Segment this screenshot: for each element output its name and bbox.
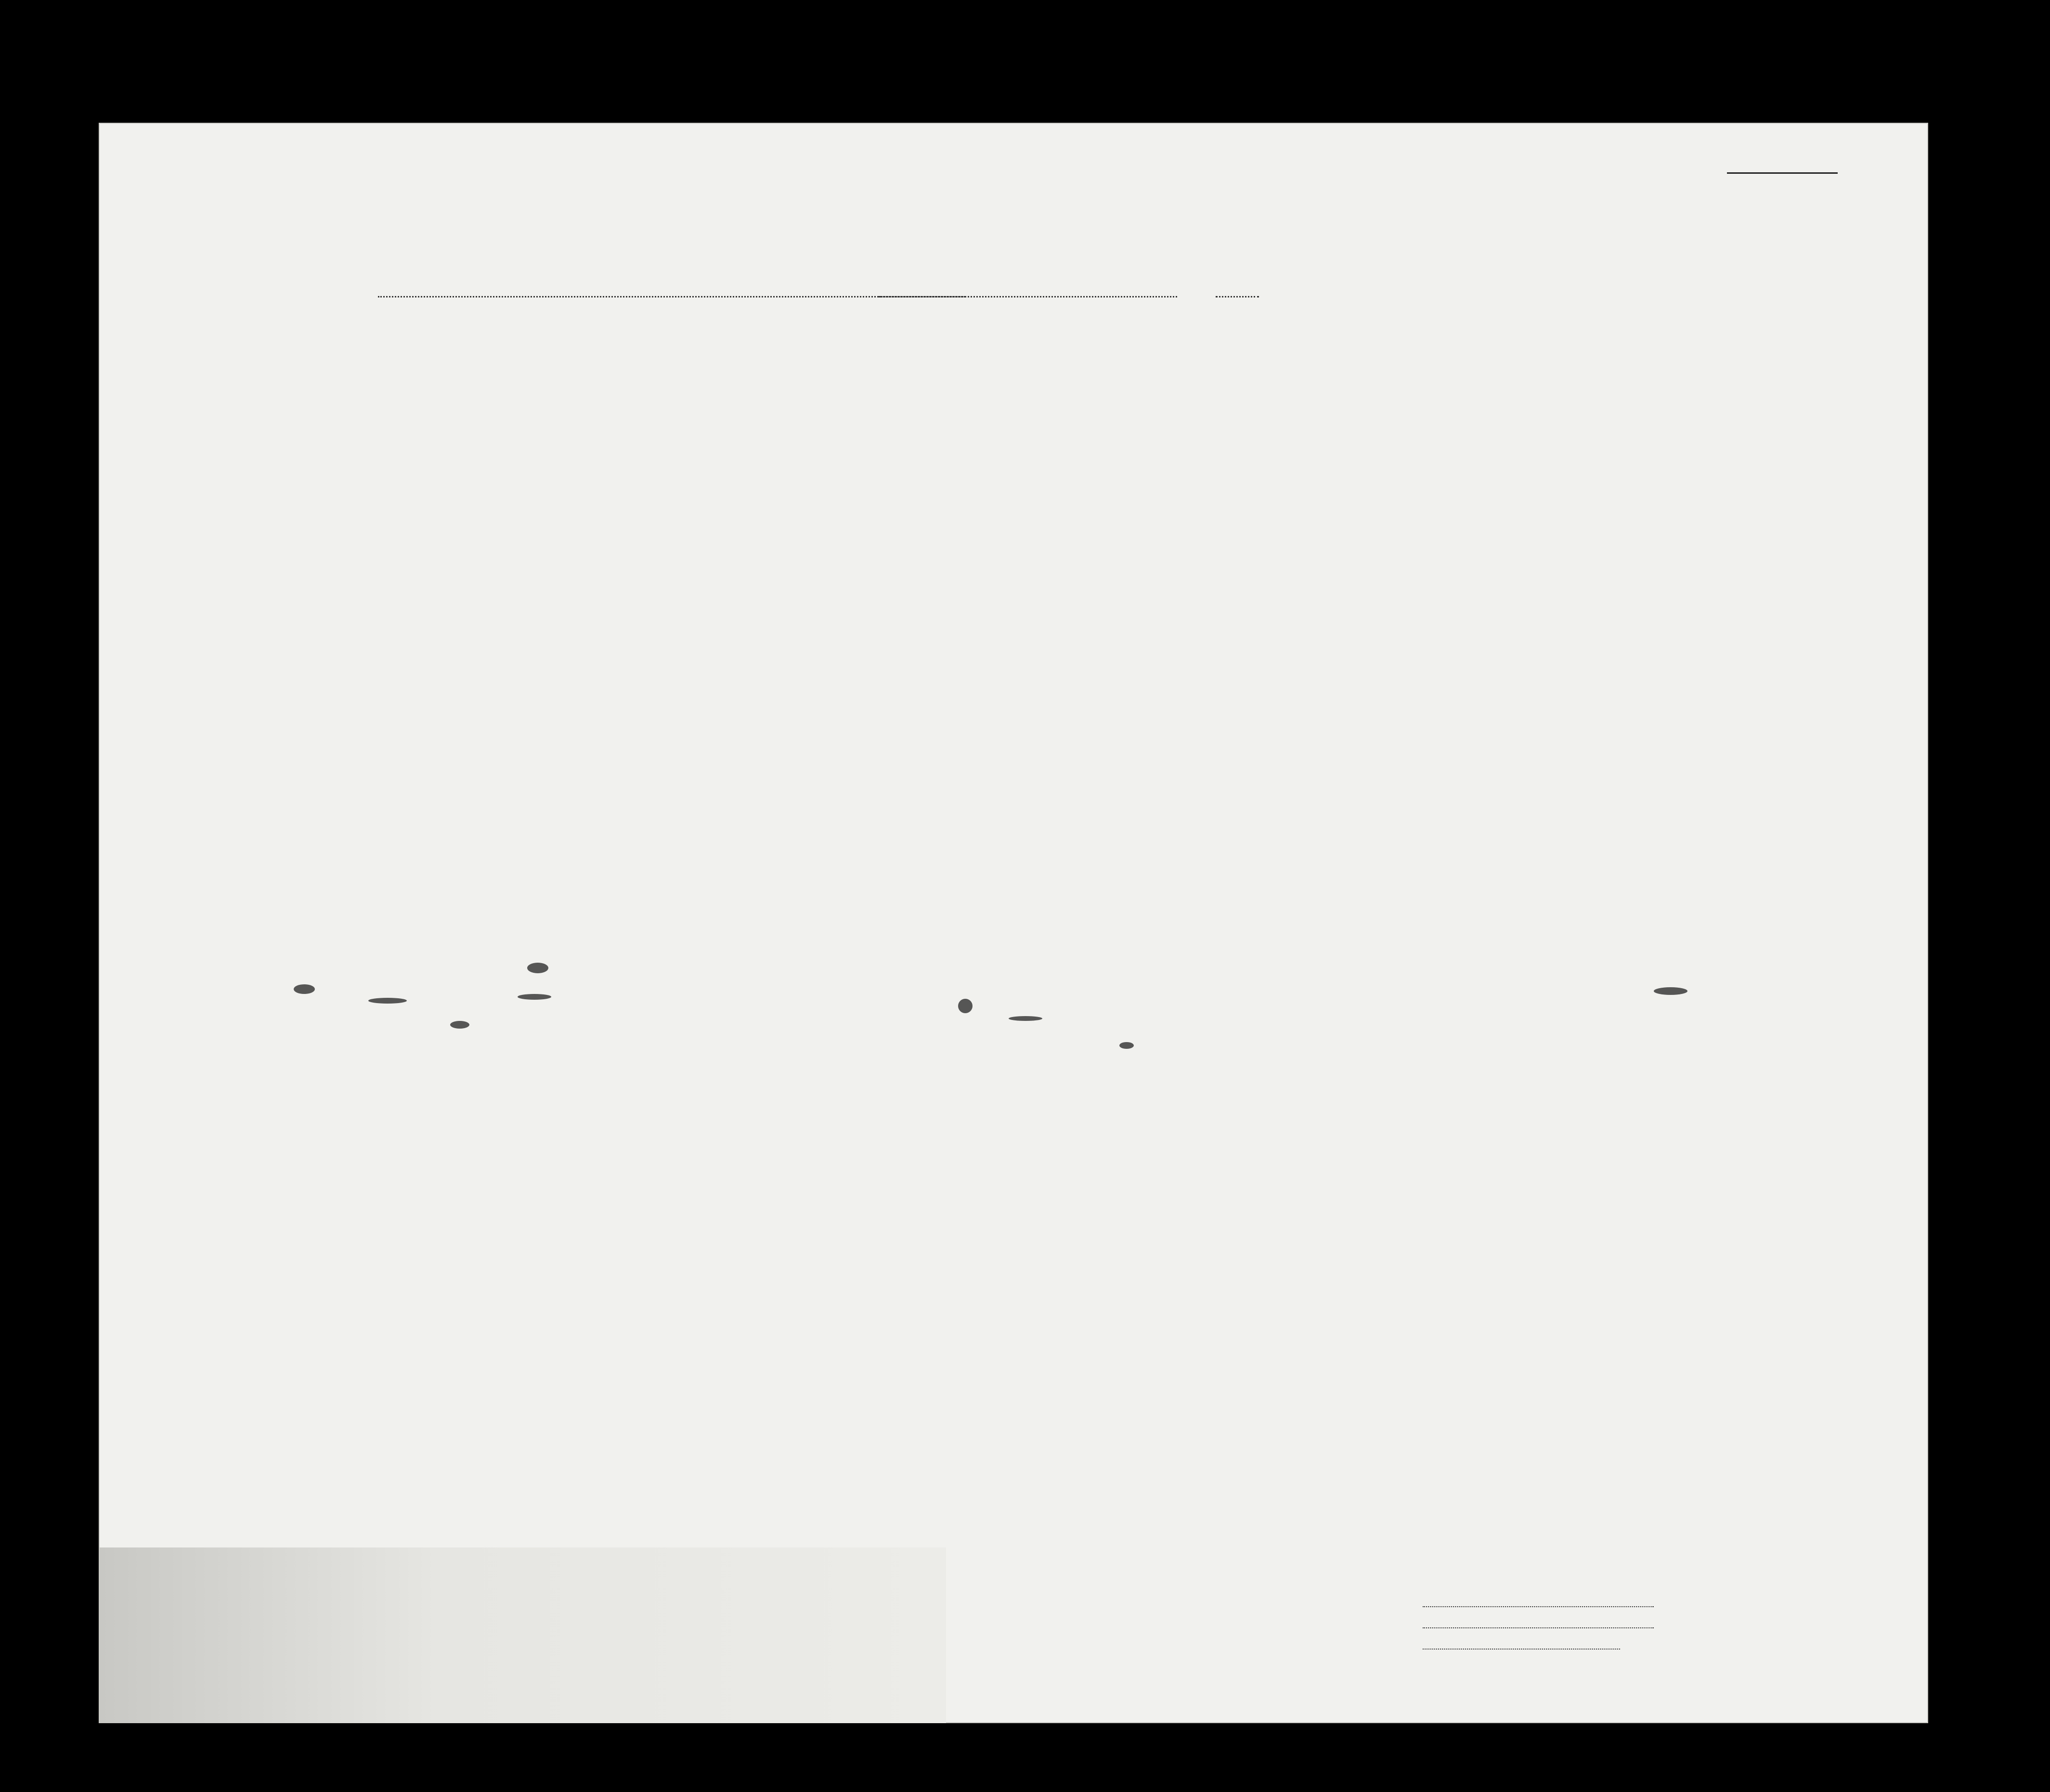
line-row [1423,1586,1712,1607]
header-24-return [1230,375,1253,457]
header-24-citizen [1283,375,1302,457]
ink-smudge [294,984,315,994]
ink-smudge [450,1021,469,1029]
agents-field[interactable] [1423,1649,1620,1650]
manifest-grid [99,123,1928,1723]
ink-smudge [1654,987,1687,995]
signature-block [1423,1586,1712,1650]
header-34-inches [1669,419,1680,455]
header-24-length [1259,375,1278,457]
header-34-feet [1653,426,1663,455]
header-27 [1379,349,1394,460]
header-28 [1403,349,1442,460]
owners-row [1423,1607,1712,1628]
header-31 [1508,349,1525,460]
header-26 [1354,349,1368,460]
ink-smudge [518,994,551,1000]
ink-smudge [527,963,548,973]
header-19 [605,349,626,460]
header-30 [1490,349,1506,460]
ink-smudge [1009,1016,1042,1021]
header-29 [1451,349,1483,460]
ink-smudge [1119,1042,1134,1049]
header-21 [718,349,740,460]
agents-row [1423,1628,1712,1650]
header-25 [1313,349,1340,460]
ink-smudge [958,999,973,1013]
ink-smudge [368,998,407,1004]
manifest-sheet [99,123,1928,1723]
